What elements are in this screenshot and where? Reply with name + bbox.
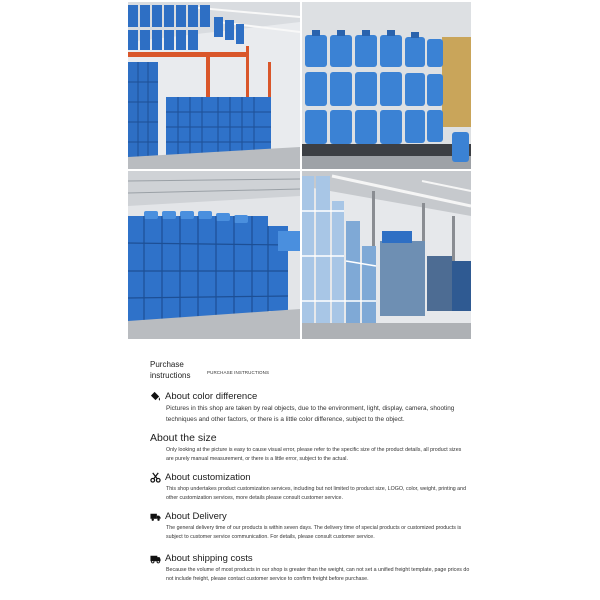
section-text: The general delivery time of our products is within seven days. The delivery time of special products or customized products is subject to customer service communication. For details, please consult customer service. (166, 525, 462, 540)
page-title: Purchase instructions (150, 360, 191, 380)
section-title: About shipping costs (165, 553, 253, 564)
section-title: About Delivery (165, 511, 227, 522)
drum-stack-photo (128, 171, 300, 339)
section-shipping-costs (150, 553, 470, 584)
section-title: About color difference (165, 391, 258, 402)
van-icon (150, 553, 161, 564)
section-size (150, 432, 470, 464)
scissors-icon (150, 472, 161, 483)
wrapped-rolls-photo (302, 171, 471, 339)
section-title: About customization (165, 472, 251, 483)
section-text: Pictures in this shop are taken by real objects, due to the environment, light, display, camera, shooting techniques and other factors, or there is a little color difference, subject to the object. (166, 405, 455, 423)
section-customization (150, 472, 470, 503)
jerrycan-stack-photo (302, 2, 471, 169)
section-text: Only looking at the picture is easy to cause visual error, please refer to the specific size of the product details, all product sizes are purely manual measurement, or there is a little error, subject to the actual. (166, 447, 462, 462)
section-color-difference (150, 391, 470, 425)
warehouse-rack-photo (128, 2, 300, 169)
section-delivery (150, 511, 470, 542)
section-text: Because the volume of most products in our shop is greater than the weight, can not set a unified freight template, page prices do not include freight, please contact customer service to confirm freight before purchase. (166, 567, 470, 582)
section-title: About the size (150, 432, 217, 444)
truck-icon (150, 511, 161, 522)
section-text: This shop undertakes product customization services, including but not limited to product size, LOGO, color, weight, printing and other customization services, more details please consult customer service. (166, 486, 467, 501)
page-subtitle: PURCHASE INSTRUCTIONS (207, 370, 270, 375)
paint-bucket-icon (150, 391, 161, 402)
